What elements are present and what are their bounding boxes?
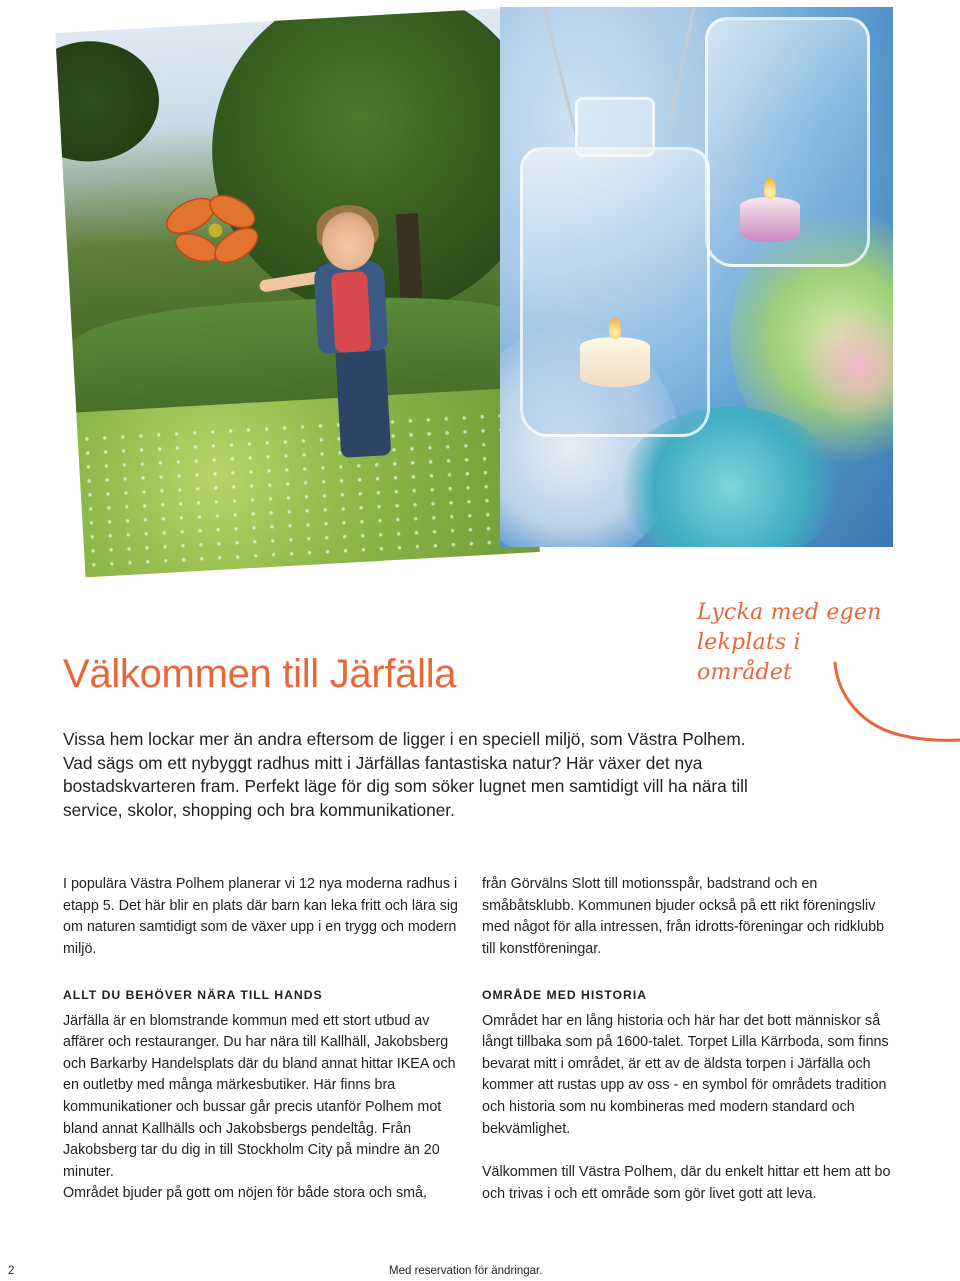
page-title: Välkommen till Järfälla [63,652,457,696]
lead-paragraph: Vissa hem lockar mer än andra eftersom de ligger i en speciell miljö, som Västra Polhem. Vad sägs om ett nybyggt radhus mitt i Järfällas fantastiska natur? Här växer det nya bostadskvarteren fram. Perfekt läge för dig som söker lugnet men samtidigt vill ha nära till service, skolor, shopping och bra kommunikationer. [63,729,748,821]
intro-right-paragraph: från Görvälns Slott till motionsspår, badstrand och en småbåtsklubb. Kommunen bjuder också på ett rikt föreningsliv med något för alla intressen, från idrotts-föreningar och ridklubb till konstföreningar. [482,876,885,957]
intro-left-paragraph: I populära Västra Polhem planerar vi 12 nya moderna radhus i etapp 5. Det här blir en plats där barn kan leka fritt och lära sig om naturen samtidigt som de växer upp i en trygg och modern miljö. [63,876,458,957]
tagline-line-1: Lycka med egen [697,600,882,625]
lantern-front [520,147,710,437]
tagline-line-2: lekplats i området [697,630,801,685]
section-history [482,985,892,1205]
page-number: 2 [8,1265,15,1277]
pinwheel-icon [159,181,274,277]
section-body: Järfälla är en blomstrande kommun med ett stort utbud av affärer och restauranger. Du har nära till Kallhäll, Jakobsberg och Barkarby Handelsplats där du bland annat hittar IKEA och en outletby med många märkesbutiker. Här finns bra kommunikationer och bussar går precis utanför Polhem mot bland annat Kallhälls och Jakobsbergs pendeltåg. Från Jakobsberg tar du dig in till Stockholm City på mindre än 20 minuter. [63,1012,456,1180]
section-body: Området har en lång historia och här har det bott människor så långt tillbaka som på 1600-talet. Torpet Lilla Kärrboda, som finns bevarat mitt i området, är ett av de äldsta torpen i Järfälla och kommer att rustas upp av oss - en symbol för områdets tradition och historia som nu kombineras med modern standard och bekvämlighet. [482,1012,889,1137]
section-body-continued: Området bjuder på gott om nöjen för både stora och små, [63,1185,427,1202]
footer-disclaimer: Med reservation för ändringar. [389,1265,543,1277]
section-heading: ALLT DU BEHÖVER NÄRA TILL HANDS [63,988,323,1002]
closing-paragraph: Välkommen till Västra Polhem, där du enkelt hittar ett hem att bo och trivas i och ett område som gör livet gott att leva. [482,1164,891,1202]
photo-child-meadow [55,8,540,578]
candle [740,197,800,242]
curved-arrow-icon [820,655,960,750]
photo-glass-lanterns [500,7,893,547]
section-heading: OMRÅDE MED HISTORIA [482,988,648,1002]
candle [580,337,650,387]
section-nearby [63,985,473,1205]
